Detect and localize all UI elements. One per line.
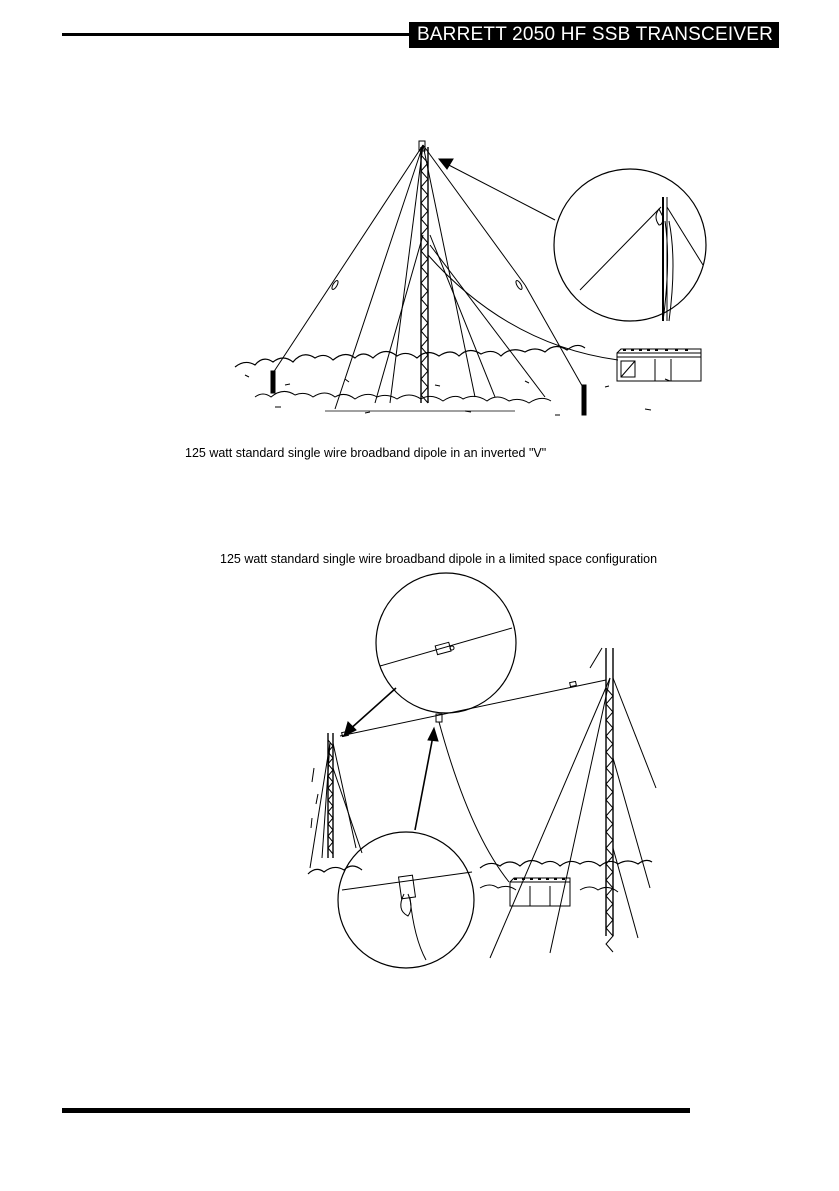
radio-hut [617, 349, 701, 381]
page-header [62, 22, 779, 48]
figure-1-caption: 125 watt standard single wire broadband dipole in an inverted "V" [185, 446, 547, 460]
left-lattice-mast [310, 733, 362, 868]
lattice-mast [419, 141, 428, 403]
ground-scrub-lower [255, 391, 551, 403]
insulator-detail-circle [376, 573, 516, 713]
ground-scrub [235, 345, 585, 367]
figure-2-caption: 125 watt standard single wire broadband dipole in a limited space configuration [220, 552, 658, 566]
mast-top-detail-circle [554, 169, 706, 321]
header-rule [62, 33, 422, 36]
limited-space-dipole-illustration [300, 568, 670, 978]
footer-rule [62, 1108, 690, 1113]
right-lattice-mast [490, 648, 656, 958]
inverted-v-dipole-illustration [225, 135, 715, 430]
ground-scrub [308, 860, 652, 874]
balun-detail-circle [338, 832, 474, 968]
header-title: BARRETT 2050 HF SSB TRANSCEIVER [409, 22, 779, 48]
